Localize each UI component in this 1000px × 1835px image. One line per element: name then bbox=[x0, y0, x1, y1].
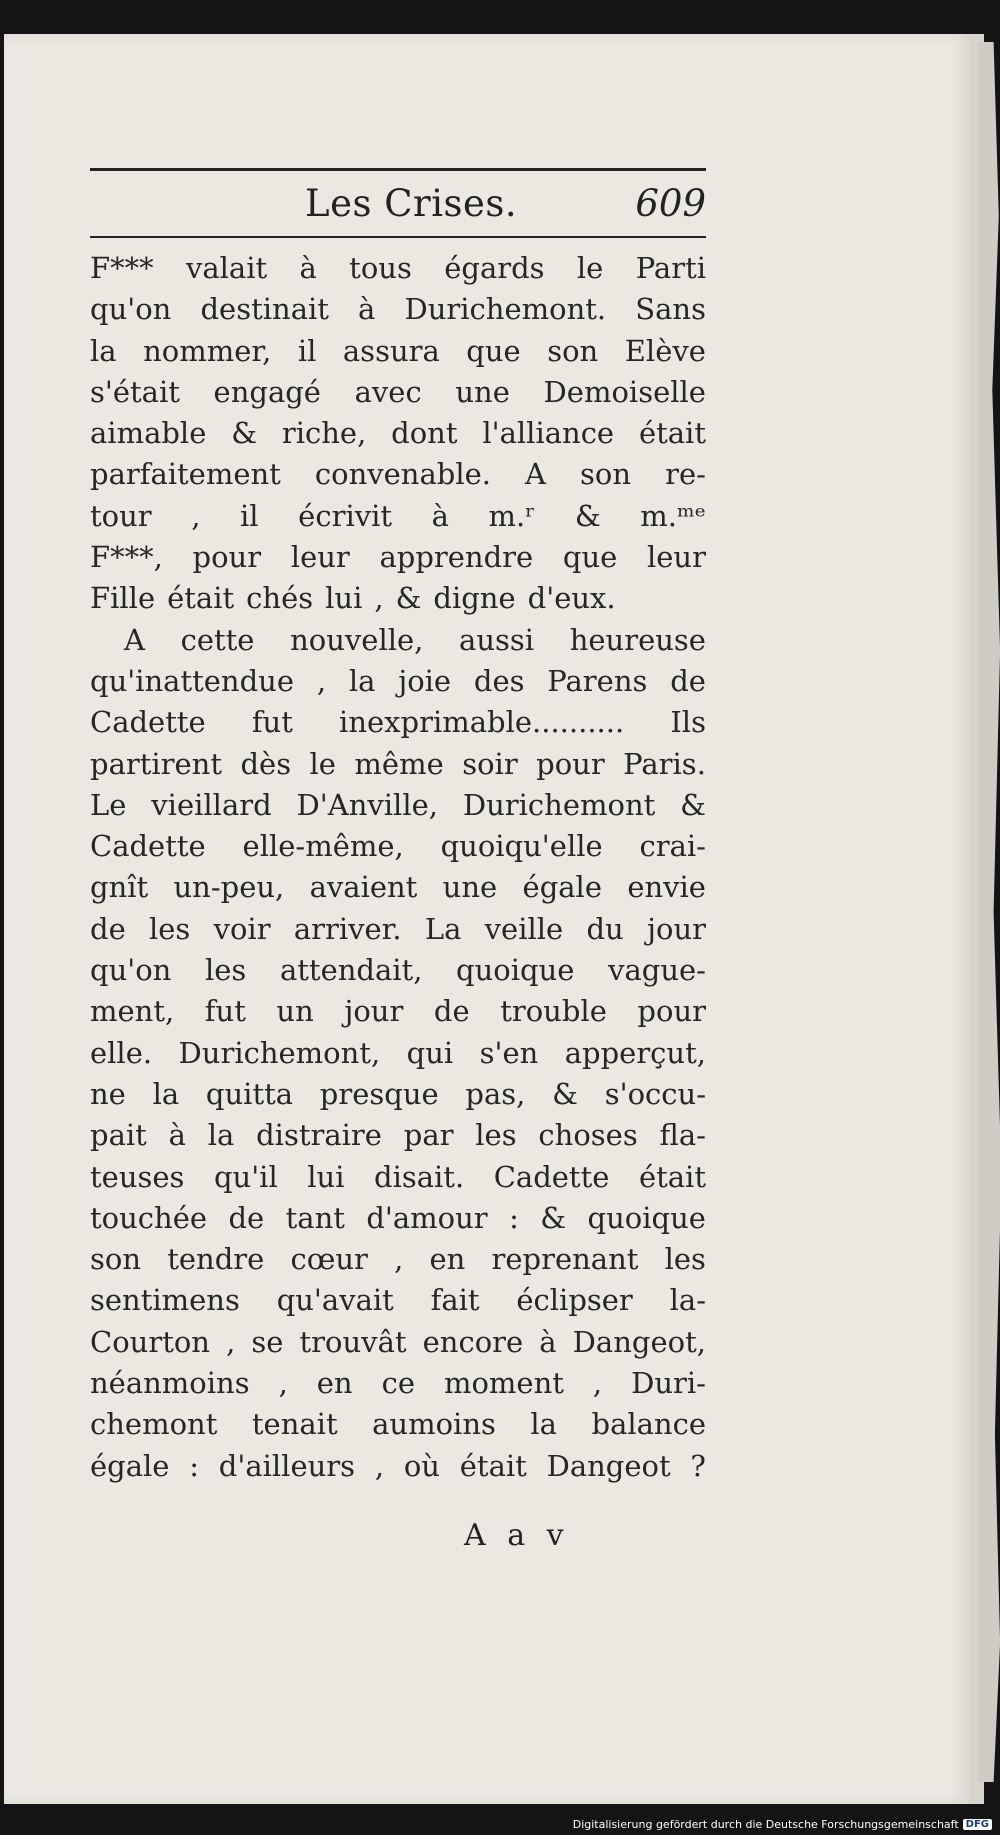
word: & bbox=[680, 787, 706, 822]
word: parfaitement bbox=[90, 457, 281, 492]
text-line bbox=[90, 702, 706, 743]
word: , bbox=[226, 1324, 236, 1359]
word: Dangeot bbox=[546, 1448, 671, 1483]
word: leur bbox=[646, 540, 706, 575]
signature-mark: A a v bbox=[464, 1518, 570, 1553]
word: du bbox=[586, 911, 624, 946]
page-number: 609 bbox=[635, 182, 706, 225]
dfg-logo: DFG bbox=[963, 1819, 992, 1830]
word: la bbox=[207, 1118, 235, 1153]
word: Parti bbox=[635, 251, 706, 285]
word: sentimens bbox=[90, 1283, 240, 1318]
word: éclipser bbox=[516, 1283, 633, 1318]
word: Courton bbox=[90, 1324, 210, 1359]
text-line bbox=[90, 909, 706, 950]
word: égale bbox=[522, 870, 602, 905]
word: pait bbox=[90, 1118, 147, 1153]
word: aumoins bbox=[372, 1407, 496, 1442]
word: fait bbox=[430, 1283, 480, 1318]
word: que bbox=[466, 333, 521, 368]
word: même bbox=[354, 746, 444, 781]
word: Parens bbox=[547, 663, 648, 698]
word: la bbox=[530, 1407, 557, 1442]
word: chés bbox=[246, 581, 314, 616]
word: heureuse bbox=[569, 622, 706, 657]
running-title: Les Crises. bbox=[305, 182, 518, 225]
word: était bbox=[638, 1159, 706, 1194]
word: re- bbox=[665, 457, 706, 492]
word: que bbox=[562, 540, 618, 575]
word: la bbox=[90, 333, 117, 368]
word: & bbox=[552, 1076, 578, 1111]
text-line bbox=[90, 1446, 706, 1487]
word: ce bbox=[381, 1366, 415, 1401]
credit-text: Digitalisierung gefördert durch die Deutsche Forschungsgemeinschaft bbox=[572, 1818, 959, 1831]
word: attendait, bbox=[279, 953, 423, 988]
word: se bbox=[251, 1324, 284, 1359]
text-line bbox=[90, 248, 706, 289]
word: digne bbox=[433, 581, 516, 616]
word: veille bbox=[484, 911, 564, 946]
word: d'ailleurs bbox=[218, 1448, 356, 1483]
header-rule-bottom bbox=[90, 236, 706, 238]
word: ? bbox=[690, 1448, 706, 1483]
word: valait bbox=[185, 251, 268, 285]
word: distraire bbox=[256, 1118, 382, 1153]
word: jour bbox=[647, 911, 706, 946]
word: apprendre bbox=[379, 540, 534, 575]
word: , bbox=[316, 663, 327, 698]
word: , bbox=[374, 581, 384, 616]
word: s'occu- bbox=[604, 1076, 706, 1111]
word: d'amour bbox=[366, 1200, 488, 1235]
text-line bbox=[90, 413, 706, 454]
word: balance bbox=[591, 1407, 706, 1442]
word: arriver. bbox=[293, 911, 402, 946]
word: la- bbox=[669, 1283, 706, 1318]
body-text bbox=[90, 248, 706, 1487]
word: tenait bbox=[251, 1407, 338, 1442]
word: assura bbox=[342, 333, 440, 368]
word: avaient bbox=[309, 870, 418, 905]
word: gnît bbox=[90, 870, 149, 905]
text-line bbox=[90, 744, 706, 785]
word: qu'inattendue bbox=[90, 663, 295, 698]
word: ne bbox=[90, 1076, 126, 1111]
word: , bbox=[374, 1448, 385, 1483]
word: il bbox=[297, 333, 317, 368]
word: touchée bbox=[90, 1200, 208, 1235]
word: , bbox=[592, 1366, 603, 1401]
word: Paris. bbox=[623, 746, 706, 781]
word: était bbox=[459, 1448, 527, 1483]
word: nouvelle, bbox=[290, 622, 424, 657]
word: Dangeot, bbox=[572, 1324, 706, 1359]
word: il bbox=[240, 498, 259, 533]
word: Sans bbox=[635, 292, 706, 327]
word: néanmoins bbox=[90, 1366, 250, 1401]
word: à bbox=[299, 251, 317, 285]
word: qui bbox=[406, 1035, 454, 1070]
text-line bbox=[90, 1115, 706, 1156]
text-line bbox=[90, 1239, 706, 1280]
word: qu'on bbox=[90, 292, 172, 327]
word: son bbox=[580, 457, 632, 492]
word: joie bbox=[398, 663, 452, 698]
word: soir bbox=[462, 746, 518, 781]
text-line bbox=[90, 537, 706, 578]
word: d'eux. bbox=[527, 581, 616, 616]
text-line bbox=[90, 1033, 706, 1074]
word: écrivit bbox=[298, 498, 393, 533]
word: m.ʳ bbox=[488, 498, 536, 533]
word: tant bbox=[285, 1200, 345, 1235]
word: F*** bbox=[90, 251, 154, 285]
word: un bbox=[276, 994, 314, 1029]
word: inexprimable.......... bbox=[339, 705, 625, 740]
word: presque bbox=[319, 1076, 439, 1111]
page-edge bbox=[978, 42, 1000, 1782]
word: , bbox=[191, 498, 201, 533]
word: m.ᵐᵉ bbox=[640, 498, 706, 533]
word: tour bbox=[90, 498, 152, 533]
word: convenable. bbox=[314, 457, 491, 492]
word: ment, bbox=[90, 994, 175, 1029]
word: fla- bbox=[659, 1118, 706, 1153]
word: les bbox=[664, 1242, 706, 1277]
word: était bbox=[167, 581, 235, 616]
text-line bbox=[90, 1157, 706, 1198]
word: pas, bbox=[465, 1076, 526, 1111]
word: le bbox=[309, 746, 336, 781]
word: des bbox=[473, 663, 525, 698]
word: teuses bbox=[90, 1159, 185, 1194]
word: pour bbox=[536, 746, 605, 781]
word: les bbox=[205, 953, 247, 988]
word: un-peu, bbox=[173, 870, 285, 905]
text-line bbox=[90, 867, 706, 908]
text-line bbox=[90, 1280, 706, 1321]
word: elle. bbox=[90, 1035, 153, 1070]
word: , bbox=[394, 1242, 404, 1277]
word: encore bbox=[422, 1324, 524, 1359]
text-line bbox=[90, 578, 706, 619]
word: égale bbox=[90, 1448, 170, 1483]
word: vieillard bbox=[151, 787, 272, 822]
word: engagé bbox=[213, 374, 321, 409]
running-header bbox=[90, 182, 706, 232]
word: envie bbox=[627, 870, 706, 905]
word: en bbox=[316, 1366, 353, 1401]
word: dont bbox=[391, 416, 458, 451]
word: avec bbox=[354, 374, 422, 409]
word: fut bbox=[251, 705, 293, 740]
word: aussi bbox=[459, 622, 535, 657]
word: à bbox=[431, 498, 449, 533]
word: à bbox=[539, 1324, 557, 1359]
word: pour bbox=[192, 540, 262, 575]
word: à bbox=[168, 1118, 186, 1153]
word: Fille bbox=[90, 581, 156, 616]
word: F***, bbox=[90, 540, 163, 575]
word: qu'on bbox=[90, 953, 172, 988]
word: , bbox=[278, 1366, 288, 1401]
text-line bbox=[90, 496, 706, 537]
word: Duri- bbox=[631, 1366, 706, 1401]
word: : bbox=[189, 1448, 200, 1483]
word: A bbox=[525, 457, 546, 492]
word: de bbox=[670, 663, 706, 698]
word: une bbox=[442, 870, 498, 905]
word: égards bbox=[444, 251, 545, 285]
word: riche, bbox=[281, 416, 367, 451]
word: Ils bbox=[670, 705, 706, 740]
word: leur bbox=[290, 540, 350, 575]
word: quitta bbox=[205, 1076, 294, 1111]
digitization-credit bbox=[573, 1818, 992, 1831]
word: son bbox=[90, 1242, 142, 1277]
text-line bbox=[90, 1363, 706, 1404]
word: tendre bbox=[167, 1242, 265, 1277]
word: choses bbox=[538, 1118, 638, 1153]
word: reprenant bbox=[491, 1242, 639, 1277]
word: & bbox=[231, 416, 258, 451]
word: en bbox=[429, 1242, 466, 1277]
text-line bbox=[90, 1074, 706, 1115]
word: jour bbox=[344, 994, 404, 1029]
word: La bbox=[424, 911, 462, 946]
word: Le bbox=[90, 787, 127, 822]
word: la bbox=[348, 663, 376, 698]
word: qu'il bbox=[213, 1159, 278, 1194]
text-line bbox=[90, 289, 706, 330]
word: partirent bbox=[90, 746, 223, 781]
word: de bbox=[228, 1200, 265, 1235]
word: l'alliance bbox=[482, 416, 615, 451]
word: aimable bbox=[90, 416, 207, 451]
word: Elève bbox=[624, 333, 706, 368]
text-line bbox=[90, 454, 706, 495]
word: les bbox=[149, 911, 191, 946]
word: & bbox=[574, 498, 601, 533]
text-line bbox=[90, 620, 706, 661]
word: les bbox=[475, 1118, 517, 1153]
text-line bbox=[90, 661, 706, 702]
book-page bbox=[4, 34, 984, 1804]
word: par bbox=[403, 1118, 454, 1153]
text-line bbox=[90, 991, 706, 1032]
word: Cadette bbox=[90, 829, 206, 864]
word: : bbox=[509, 1200, 519, 1235]
word: de bbox=[90, 911, 126, 946]
word: quoique bbox=[587, 1200, 706, 1235]
text-line bbox=[90, 950, 706, 991]
word: Durichemont. bbox=[404, 292, 607, 327]
word: disait. bbox=[374, 1159, 465, 1194]
word: de bbox=[433, 994, 470, 1029]
word: Cadette bbox=[90, 705, 206, 740]
text-line bbox=[90, 1198, 706, 1239]
word: trouble bbox=[500, 994, 607, 1029]
word: fut bbox=[204, 994, 246, 1029]
word: tous bbox=[349, 251, 412, 285]
word: trouvât bbox=[299, 1324, 407, 1359]
word: à bbox=[358, 292, 376, 327]
word: nommer, bbox=[143, 333, 272, 368]
word: vague- bbox=[608, 953, 706, 988]
word: elle-même, bbox=[242, 829, 404, 864]
word: pour bbox=[637, 994, 706, 1029]
word: & bbox=[540, 1200, 567, 1235]
word: quoiqu'elle bbox=[440, 829, 603, 864]
word: une bbox=[455, 374, 510, 409]
text-line bbox=[90, 785, 706, 826]
word: destinait bbox=[200, 292, 329, 327]
word: la bbox=[152, 1076, 180, 1111]
word: son bbox=[547, 333, 599, 368]
word: le bbox=[576, 251, 604, 285]
word: lui bbox=[307, 1159, 345, 1194]
word: où bbox=[403, 1448, 440, 1483]
word: moment bbox=[443, 1366, 564, 1401]
word: Cadette bbox=[493, 1159, 610, 1194]
word: lui bbox=[325, 581, 363, 616]
word: quoique bbox=[456, 953, 575, 988]
word: cœur bbox=[290, 1242, 368, 1277]
word: D'Anville, bbox=[296, 787, 438, 822]
text-line bbox=[90, 331, 706, 372]
word: chemont bbox=[90, 1407, 218, 1442]
text-line bbox=[90, 1404, 706, 1445]
word: Durichemont bbox=[462, 787, 656, 822]
text-line bbox=[90, 372, 706, 413]
word: voir bbox=[213, 911, 271, 946]
word: cette bbox=[180, 622, 255, 657]
word: Demoiselle bbox=[543, 374, 706, 409]
word: s'était bbox=[90, 374, 180, 409]
word: était bbox=[638, 416, 706, 451]
word: & bbox=[395, 581, 422, 616]
header-rule-top bbox=[90, 168, 706, 171]
word: crai- bbox=[639, 829, 706, 864]
word: qu'avait bbox=[276, 1283, 394, 1318]
word: Durichemont, bbox=[178, 1035, 381, 1070]
word: A bbox=[124, 622, 145, 657]
word: s'en bbox=[479, 1035, 539, 1070]
word: apperçut, bbox=[564, 1035, 706, 1070]
text-line bbox=[90, 1322, 706, 1363]
word: dès bbox=[240, 746, 292, 781]
text-line bbox=[90, 826, 706, 867]
